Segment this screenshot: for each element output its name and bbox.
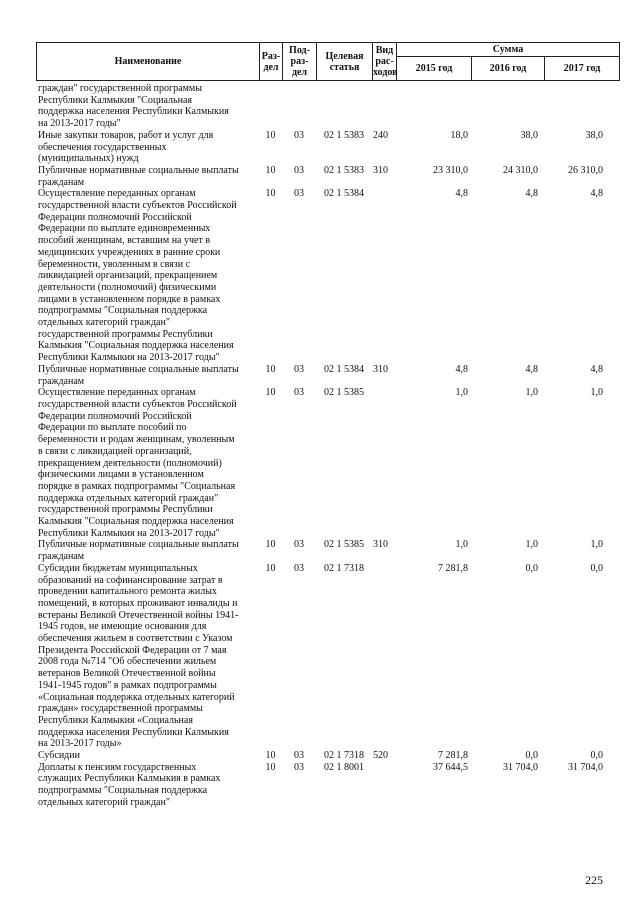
row-podrazdel <box>282 83 316 130</box>
row-2016: 31 704,0 <box>503 761 538 773</box>
row-name-line: беременности и родам женщинам, уволенным <box>38 434 235 446</box>
row-2016: 0,0 <box>525 562 538 574</box>
row-name-line: Калмыкия "Социальная поддержка населения <box>38 516 234 528</box>
row-name-line: Доплаты к пенсиям государственных <box>38 761 197 773</box>
row-name-line: деятельности (полномочий) физическими <box>38 281 217 293</box>
row-2015: 18,0 <box>450 129 468 141</box>
row-name-line: гражданам <box>38 375 85 387</box>
row-vid: 310 <box>373 539 388 551</box>
row-name-line: Субсидии бюджетам муниципальных <box>38 562 198 574</box>
row-podrazdel: 03 <box>294 562 304 574</box>
row-vid <box>372 83 396 130</box>
row-name-line: беременности, уволенным в связи с <box>38 258 191 270</box>
row-name-line: порядке в рамках подпрограммы "Социальная <box>38 480 236 492</box>
row-razdel: 10 <box>265 750 276 762</box>
row-2016 <box>469 83 539 130</box>
header-sum: Сумма <box>397 43 620 57</box>
row-2015: 1,0 <box>455 539 468 551</box>
page-number: 225 <box>585 873 603 887</box>
row-name-line: государственной власти субъектов Российской <box>38 200 237 212</box>
row-vid: 240 <box>373 129 388 141</box>
row-name-line: 1945 годов, не имеющие основания для <box>38 621 207 633</box>
row-name-line: государственной власти субъектов Российской <box>38 398 237 410</box>
row-name-line: подпрограммы "Социальная поддержка <box>38 305 208 317</box>
row-2016: 4,8 <box>525 363 538 375</box>
row-name-line: Публичные нормативные социальные выплаты <box>38 164 239 176</box>
row-2016: 1,0 <box>525 539 538 551</box>
header-vid: Вид рас- ходов <box>373 43 397 81</box>
row-podrazdel: 03 <box>294 363 304 375</box>
row-name-line: ветеранов Великой Отечественной войны <box>38 668 216 680</box>
header-name: Наименование <box>37 43 260 81</box>
table-row <box>36 750 619 762</box>
row-podrazdel: 03 <box>294 188 304 200</box>
row-name <box>36 563 259 750</box>
row-vid: 520 <box>373 750 388 762</box>
row-name-line: ликвидацией организаций, прекращением <box>38 270 218 282</box>
row-name-line: поддержка населения Республики Калмыкия <box>38 106 229 118</box>
row-name <box>36 188 259 364</box>
row-name-line: граждан" государственной программы <box>38 83 202 94</box>
row-name-line: Президента Российской Федерации от 7 мая <box>38 644 227 656</box>
row-2015: 1,0 <box>455 387 468 399</box>
row-2015: 7 281,8 <box>438 750 468 762</box>
row-target: 02 1 5385 <box>324 387 364 399</box>
row-name-line: 2008 года №714 "Об обеспечении жильем <box>38 656 217 668</box>
row-2015: 37 644,5 <box>433 761 468 773</box>
row-name-line: гражданам <box>38 176 85 188</box>
row-name-line: Республики Калмыкия на 2013-2017 годы" <box>38 352 220 364</box>
row-name-line: 1941-1945 годов" в рамках подпрограммы <box>38 679 217 691</box>
row-2015 <box>396 83 469 130</box>
row-2016: 1,0 <box>525 387 538 399</box>
row-name-line: медицинских учреждениях в ранние сроки <box>38 246 221 258</box>
row-name-line: помещений, в которых проживают инвалиды и <box>38 597 238 609</box>
row-razdel: 10 <box>265 761 276 773</box>
row-name <box>36 539 259 562</box>
row-razdel: 10 <box>265 562 276 574</box>
row-name-line: проведении капитального ремонта жилых <box>38 586 217 598</box>
row-target: 02 1 5383 <box>324 129 364 141</box>
table-row <box>36 563 619 750</box>
row-razdel: 10 <box>265 539 276 551</box>
row-2017: 1,0 <box>590 539 603 551</box>
row-razdel <box>259 83 282 130</box>
row-name <box>36 750 259 762</box>
row-vid <box>372 762 396 809</box>
row-name-line: Осуществление переданных органам <box>38 188 196 200</box>
row-name-line: Республики Калмыкия на 2013-2017 годы" <box>38 527 220 539</box>
header-target: Целевая статья <box>317 43 373 81</box>
row-name-line: «Социальная поддержка отдельных категорий <box>38 691 235 703</box>
row-2017: 0,0 <box>590 562 603 574</box>
row-name-line: Калмыкия "Социальная поддержка населения <box>38 340 234 352</box>
row-name-line: прекращением деятельности (полномочий) <box>38 457 222 469</box>
row-2017 <box>539 83 604 130</box>
row-razdel: 10 <box>265 129 276 141</box>
row-name <box>36 83 259 130</box>
row-2017: 0,0 <box>590 750 603 762</box>
row-name-line: обеспечения государственных <box>38 141 167 153</box>
row-name <box>36 165 259 188</box>
row-2015: 7 281,8 <box>438 562 468 574</box>
row-2017: 4,8 <box>590 363 603 375</box>
row-2016: 24 310,0 <box>503 164 538 176</box>
row-name-line: Федерации полномочий Российской <box>38 211 192 223</box>
row-podrazdel: 03 <box>294 539 304 551</box>
row-2015: 4,8 <box>455 188 468 200</box>
row-target: 02 1 7318 <box>324 562 364 574</box>
row-target: 02 1 7318 <box>324 750 364 762</box>
row-2016: 0,0 <box>525 750 538 762</box>
table-header <box>36 42 620 81</box>
row-razdel: 10 <box>265 363 276 375</box>
row-name <box>36 364 259 387</box>
table-row <box>36 539 619 562</box>
row-podrazdel: 03 <box>294 761 304 773</box>
row-name <box>36 762 259 809</box>
row-target: 02 1 5384 <box>324 188 364 200</box>
row-name-line: встераны Великой Отечественной войны 1941- <box>38 609 239 621</box>
row-podrazdel: 03 <box>294 750 304 762</box>
row-vid <box>372 387 396 539</box>
row-razdel: 10 <box>265 387 276 399</box>
row-razdel: 10 <box>265 188 276 200</box>
row-target: 02 1 8001 <box>324 761 364 773</box>
row-2017: 1,0 <box>590 387 603 399</box>
row-name-line: Республики Калмыкия «Социальная <box>38 714 193 726</box>
row-name-line: граждан» государственной программы <box>38 703 203 715</box>
row-vid <box>372 563 396 750</box>
row-name-line: физическими лицами в установленном <box>38 469 204 481</box>
table-row <box>36 130 619 165</box>
row-name-line: Федерации полномочий Российской <box>38 410 192 422</box>
header-2017: 2017 год <box>545 57 620 81</box>
row-name-line: обеспечения жильем в соответствии с Указом <box>38 633 233 645</box>
row-name-line: отдельных категорий граждан" <box>38 796 170 808</box>
row-name-line: государственной программы Республики <box>38 504 213 516</box>
header-2015: 2015 год <box>397 57 472 81</box>
row-name-line: Публичные нормативные социальные выплаты <box>38 539 239 551</box>
row-vid: 310 <box>373 164 388 176</box>
row-podrazdel: 03 <box>294 164 304 176</box>
row-name-line: поддержка отдельных категорий граждан" <box>38 492 219 504</box>
row-podrazdel: 03 <box>294 387 304 399</box>
row-name-line: Республики Калмыкия "Социальная <box>38 94 192 106</box>
row-2017: 4,8 <box>590 188 603 200</box>
row-name-line: гражданам <box>38 551 85 563</box>
row-vid: 310 <box>373 363 388 375</box>
row-name-line: служащих Республики Калмыкия в рамках <box>38 773 221 785</box>
row-2015: 23 310,0 <box>433 164 468 176</box>
row-target <box>316 83 372 130</box>
row-target: 02 1 5384 <box>324 363 364 375</box>
row-name <box>36 387 259 539</box>
row-razdel: 10 <box>265 164 276 176</box>
row-name-line: пособий женщинам, вставшим на учет в <box>38 235 211 247</box>
table-row <box>36 165 619 188</box>
row-2017: 38,0 <box>585 129 603 141</box>
table-row <box>36 364 619 387</box>
row-name-line: Иные закупки товаров, работ и услуг для <box>38 129 214 141</box>
table-row <box>36 387 619 539</box>
row-name-line: (муниципальных) нужд <box>38 153 139 165</box>
row-name <box>36 130 259 165</box>
row-name-line: образований на софинансирование затрат в <box>38 574 223 586</box>
row-2016: 4,8 <box>525 188 538 200</box>
row-name-line: Осуществление переданных органам <box>38 387 196 399</box>
row-name-line: Субсидии <box>38 750 80 762</box>
row-vid <box>372 188 396 364</box>
row-name-line: Федерации по выплате единовременных <box>38 223 211 235</box>
row-name-line: лицами в установленном порядке в рамках <box>38 293 221 305</box>
row-name-line: отдельных категорий граждан" <box>38 317 170 329</box>
row-name-line: поддержка населения Республики Калмыкия <box>38 726 229 738</box>
table-row <box>36 762 619 809</box>
header-razdel: Раз- дел <box>260 43 283 81</box>
row-name-line: государственной программы Республики <box>38 328 213 340</box>
row-name-line: в связи с ликвидацией организаций, <box>38 445 192 457</box>
table-row <box>36 83 619 130</box>
row-name-line: Публичные нормативные социальные выплаты <box>38 363 239 375</box>
header-2016: 2016 год <box>472 57 545 81</box>
header-podrazdel: Под- раз- дел <box>283 43 317 81</box>
row-target: 02 1 5385 <box>324 539 364 551</box>
row-2017: 31 704,0 <box>568 761 603 773</box>
table-row <box>36 188 619 364</box>
row-name-line: на 2013-2017 годы» <box>38 738 122 750</box>
row-target: 02 1 5383 <box>324 164 364 176</box>
row-2017: 26 310,0 <box>568 164 603 176</box>
row-podrazdel: 03 <box>294 129 304 141</box>
row-2015: 4,8 <box>455 363 468 375</box>
table-body <box>36 83 619 809</box>
row-name-line: подпрограммы "Социальная поддержка <box>38 785 208 797</box>
row-2016: 38,0 <box>520 129 538 141</box>
row-name-line: на 2013-2017 годы" <box>38 118 121 130</box>
row-name-line: Федерации по выплате пособий по <box>38 422 187 434</box>
